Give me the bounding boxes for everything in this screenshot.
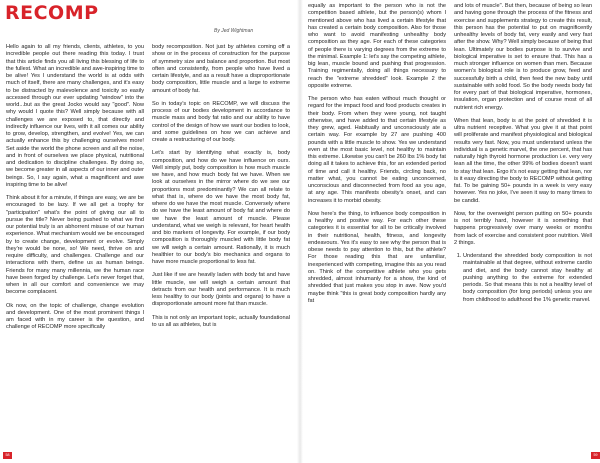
- page-number-left: 58: [3, 452, 12, 459]
- paragraph: Think about it for a minute, if things are easy, we are be encouraged to be lazy. If we all get a trophy for "participation" what's the point of giving our all to pursue the title? Never being pushed to what we find our potential truly is an abhorrent misuse of our human experience. What mechanism would we be encouraged by to create change, development or evolve. Simply they're would be none, so! We need, thrive on and require difficulty, and challenges. Challenge and our interactions with them, define us as human beings. Friends for many many millennia, we the human race have been forged by challenge. Let's never forget that, when in all our comfort and convenience we may become complacent.: [6, 195, 144, 296]
- numbered-list: [454, 253, 592, 304]
- page-number-right: 59: [591, 452, 600, 459]
- paragraph: So in today's topic on RECOMP, we will discuss the process of our bodies development in accordance to muscle mass and body fat ratio and our ability to have control of the design of how we want our bodies to look, and some guidelines on how we can achieve and create a restructuring of our body.: [152, 100, 290, 143]
- paragraph: Now here's the thing, to influence body composition in a healthy and positive way. For each other these categories it is essential for all to be critically involved in their nutritional, health, fitness, and longevity endeavours. Yes it's easy to see why the person that is obese needs to pay attention to this, but the athlete? For those reading this that are unfamiliar, inexperienced with competing, imagine this as you read on. Think of the competitive athlete who you gets shredded, almost inhumanly for a show, the kind of shredded that just makes you stop in awe. Now you'd maybe think "this is great body composition hardly any fat: [308, 210, 446, 304]
- text-column-1: [6, 44, 144, 452]
- paragraph: Ok now, on the topic of challenge, change evolution and development. One of the most prominent things I am faced with in my career is the question, and challenge of RECOMP more specifically: [6, 302, 144, 331]
- paragraph: Just like if we are heavily laden with body fat and have little muscle, we will weigh a certain amount that detracts from our health and performance. It is much less healthy to our body (joints and organs) to have a disproportionate amount more fat than muscle.: [152, 272, 290, 308]
- right-page: [302, 0, 600, 463]
- paragraph: equally as important to the person who is not the competition based athlete, but the person(s) whom I mentioned above who has lived a certain lifestyle that has created a certain body composition. Also for those who want to avoid manifesting unhealthy body composition as they age. For each of these categories of people there is varying degrees from the extreme to the minimal. Example 1: let's say the competing athlete, big lean, muscle bound and pushing that progression. Training regimentally, doing all things necessary to reach the "extreme shredded" look. Example 2 the opposite extreme.: [308, 3, 446, 89]
- paragraph: Now, for the overweight person putting on 50+ pounds is not terribly hard, however it is something that happens progressively over many weeks or months from lack of exercise and consistent poor nutrition. Well 2 things.: [454, 210, 592, 246]
- list-item: 1. Understand the shredded body composition is not maintainable at that degree, without extreme cardio and diet, and the body cannot stay healthy at pushing anything to the extreme for extended periods. So that means this is not a healthy level of body composition (for long periods) unless you are from childhood to adulthood the 1% genetic marvel.: [463, 253, 592, 304]
- left-page: [0, 0, 298, 463]
- article-title: RECOMP: [5, 2, 99, 24]
- paragraph: When that lean, body is at the point of shredded it is ultra nutrient receptive. What you give it at that point will proliferate and manifest physiological and biological results very fast. Now, you must understand unless the individual is a genetic marvel, the one percent, that has naturally high thyroid hormone production i.e. very very lean all the time, the other 99% of bodies doesn't want to stay that lean. Ergo it's not easy getting that lean, nor is it easy directing the body to RECOMP without getting fat. To be gaining 50+ pounds in a week is very easy however. Yes no joke, I've seen it way to many times to be candid.: [454, 117, 592, 204]
- article-byline: By Jed Wightman: [214, 28, 254, 34]
- paragraph: and lots of muscle". But then, because of being so lean and having gone through the process of the fitness and exercise and supplements strategy to create this result, this person has the potential to put on magnificently unhealthy levels of body fat, very easily and very fast after the show. Why? Well simply because of being that lean. Ultimately our bodies purpose is to survive and biological imperative is set to ensure that. This has a much stronger influence on women than men. Because women's biological role is to produce grow, feed and successfully birth a child, then feed the new baby until sustainable with solid food. So the body needs body fat for every part of that biological imperative, hormones, insulation, organ protection and of course most of all nutrient rich energy.: [454, 3, 592, 111]
- paragraph: Let's start by identifying what exactly is, body composition, and how do we have influence on ours. Well simply put, body composition is how much muscle we have, and how much body fat we have. When we look at ourselves in the mirror where do we see our proportions most predominantly? We can all relate to what that is, where do we have the most body fat, where do we have the most muscle. Conversely where do we have the least amount of body fat and where do we have the least amount of muscle. Please understand, what we weigh is relevant, for heart health and bio markers of longevity. For example, if our body composition is thoroughly muscled with little body fat we will weigh a certain amount. Rationally, it is much healthier to our body's bio mechanics and organs to have more muscle proportional to less fat.: [152, 150, 290, 265]
- paragraph: body recomposition. Not just by athletes coming off a show or in the process of construction for the purpose of symmetry size and balance and proportion. But most often and consistently, from people who have lived a certain lifestyle, and as a result have a disproportionate body composition, little muscle and a large to extreme amount of body fat.: [152, 44, 290, 94]
- paragraph: The person who has eaten without much thought or regard for the impact food and food products creates in their body. From when they were young, not taught otherwise, and have added to that certain lifestyle as they grew, aged. Habitually and unconsciously ate a certain way. For example by 27 are pushing 400 pounds with a little muscle to show. Yes we understand even at the most basic level, not healthy to maintain this extreme. Likewise you can't be 260 lbs 1% body fat doing all it takes to achieve this, for an extended period of time and call it healthy. Friends, circling back, no matter what, you cannot be eating unconcerned, unconscious and disconnected from food as you age, at any age. This manifests obesity's onset, and can increases it to morbid obesity.: [308, 96, 446, 204]
- text-column-2: [152, 44, 290, 452]
- paragraph: This is not only an important topic, actually foundational to us all as athletes, but is: [152, 314, 290, 328]
- text-column-4: [454, 3, 592, 453]
- text-column-3: [308, 3, 446, 453]
- paragraph: Hello again to all my friends, clients, athletes, to you incredible people out there reading this today. I trust that this article finds you all living this blessing of life to the fullest. What an incredible and awe-inspiring time to be alive! Yes I understand the world is at odds with much of itself, there are many challenges, and it's easy to be distracted by malevolence and toxicity so easily accessed through our ever updating "window" into the world...but as the great Jocko would say "good". Now why would I quote this? Well simply because with all challenges we are exposed to, that directly and indirectly influence our lives, with it all comes our ability to grow, develop, strengthen, and evolve! Yes, we can actually enhance this by challenging ourselves more! Set aside the world the phone screen and all the noise, and in front of ourselves we place physical, nutritional and dedication to discipline challenges. By doing so, we become greater in all aspects of our inner and outer beings. So, I say again, what a magnificent and awe inspiring time to be alive!: [6, 44, 144, 188]
